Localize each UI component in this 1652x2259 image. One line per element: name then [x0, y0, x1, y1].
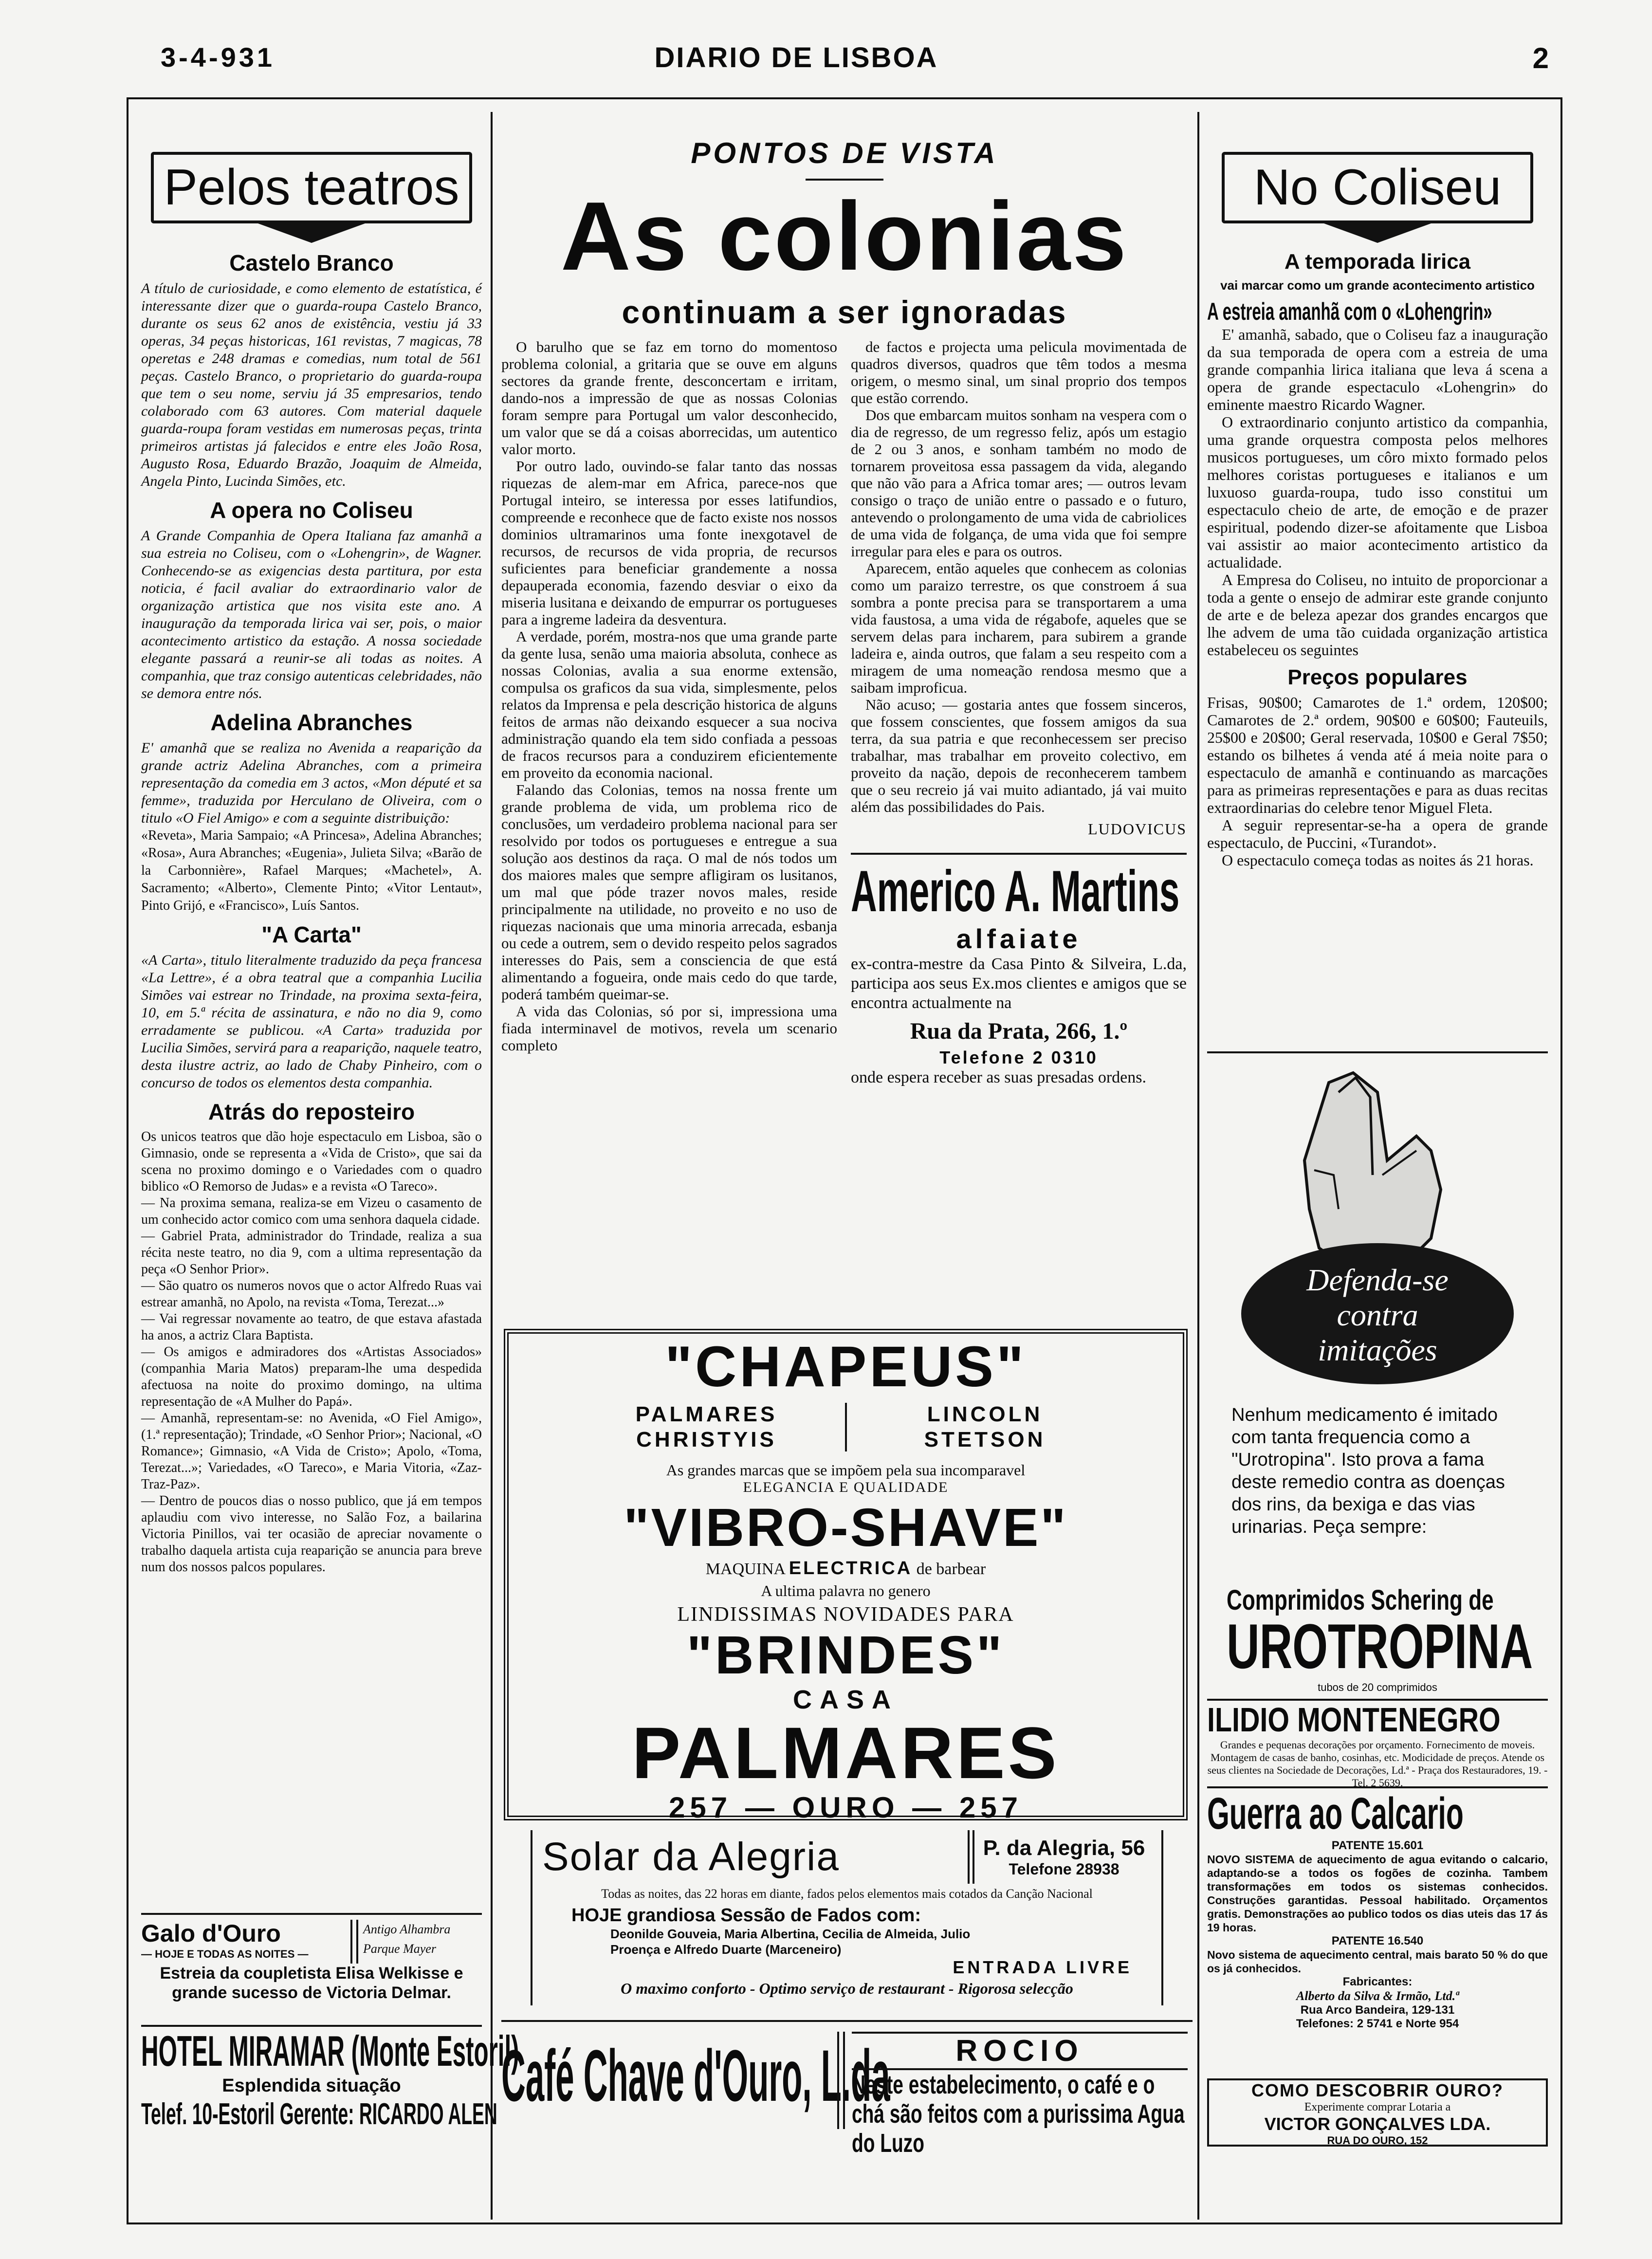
vibro-line-pre: MAQUINA [705, 1560, 785, 1578]
martins-phone: Telefone 2 0310 [939, 1047, 1098, 1067]
brindes-title: "BRINDES" [686, 1625, 1005, 1685]
section-heading-coliseu: No Coliseu [1222, 152, 1533, 223]
opera-title: A opera no Coliseu [210, 497, 413, 523]
lotaria-seller: VICTOR GONÇALVES LDA. [1264, 2114, 1491, 2134]
article-paragraph: O barulho que se faz em torno do momentoso problema colonial, a gritaria que se ouve em alguns sectores da grande frente, desconcertam e irritam, dando-nos a impressão de que as nossas Colonias foram sempre para Portugal um valor desconhecido, um valor que se dá a coisas aborrecidas, um autentico valor morto. [501, 338, 837, 458]
urotropina-text: Nenhum medicamento é imitado com tanta frequencia como a "Urotropina". Isto prova a fama deste remedio contra as doenças dos rins, da bexiga e das vias urinarias. Peça sempre: [1231, 1405, 1505, 1537]
martins-address: Rua da Prata, 266, 1.º [910, 1018, 1128, 1044]
reposteiro-title: Atrás do reposteiro [208, 1099, 415, 1124]
solar-phone: Telefone 28938 [1009, 1860, 1120, 1878]
reposteiro-item: — Dentro de poucos dias o nosso publico, que já em tempos aplaudiu com vivo interesse, no Salão Foz, a bailarina Victoria Pinillos, vai ter ocasião de apreciar novamente o trabalho daquela artista cuja reaparição se anuncia para breve num dos nossos palcos populares. [141, 1493, 482, 1575]
solar-address: P. da Alegria, 56 [983, 1836, 1145, 1860]
calcario-text-1: NOVO SISTEMA de aquecimento de agua evitando o calcario, adaptando-se a todos os fogões de cozinha. Tambem transformações em todos os sistemas conhecidos. Construções garantidas. Pessoal habilitado. Orçamentos gratis. Demonstrações ao publico todos os dias uteis das 17 ás 19 horas. [1207, 1853, 1548, 1934]
coliseu-paragraph: A Empresa do Coliseu, no intuito de proporcionar a toda a gente o ensejo de admirar este grande conjunto de arte e de beleza apezar dos grandes encargos que lhe advem de uma tão cuidada organização artistica estabeleceu os seguintes [1207, 571, 1548, 659]
lotaria-ad [1207, 2078, 1548, 2147]
coliseu-paragraph: E' amanhã, sabado, que o Coliseu faz a inauguração da sua temporada de opera com a estreia de uma grande companhia lirica italiana que leva á scena a opera de grande espectaculo «Lohengrin» do eminente maestro Ricardo Wagner. [1207, 326, 1548, 413]
newspaper-header [0, 41, 1593, 80]
urotropina-slogan-2: contra [1337, 1298, 1418, 1332]
urotropina-ad [1207, 1051, 1548, 1694]
carta-title: "A Carta" [261, 922, 362, 947]
chapeus-title: "CHAPEUS" [665, 1335, 1027, 1399]
solar-name: Solar da Alegria [542, 1835, 840, 1879]
calcario-phones: Telefones: 2 5741 e Norte 954 [1296, 2017, 1459, 2030]
urotropina-slogan-3: imitações [1318, 1333, 1437, 1367]
lotaria-question: COMO DESCOBRIR OURO? [1251, 2080, 1504, 2100]
kicker: PONTOS DE VISTA [691, 137, 998, 169]
brand-christys: CHRISTYIS [636, 1428, 777, 1451]
start-time-text: O espectaculo começa todas as noites ás 21 horas. [1222, 851, 1534, 869]
adelina-title: Adelina Abranches [210, 710, 413, 735]
brands-divider [845, 1403, 847, 1451]
carta-text: «A Carta», titulo literalmente traduzido da peça francesa «La Lettre», é a obra teatral que a companhia Lucilia Simões vai estrear no Trindade, na proxima sexta-feira, 10, em 5.ª récita de assinatura, e não no dia 9, como erradamente se publicou. «A Carta» traduzida por Lucilia Simões, servirá para a reaparição, naquele teatro, desta ilustre actriz, ao lado de Chaby Pinheiro, com o concurso de todos os elementos desta companhia. [141, 952, 482, 1091]
page-number: 2 [1532, 42, 1549, 74]
galo-ouro-ad [141, 1913, 482, 2020]
cafe-place: ROCIO [852, 2032, 1188, 2070]
vibro-shave-title: "VIBRO-SHAVE" [624, 1498, 1068, 1558]
article-paragraph: A vida das Colonias, só por si, impressiona uma fiada interminavel de motivos, revela um scenario completo [501, 1003, 837, 1054]
ilidio-text: Grandes e pequenas decorações por orçamento. Fornecimento de moveis. Montagem de casas de banho, cosinhas, etc. Modicidade de preços. Atende os seus clientes na Sociedade de Decorações, Ld.ª - Praça dos Restauradores, 19. - Tel. 2 5639. [1207, 1739, 1548, 1789]
solar-artists: Deonilde Gouveia, Maria Albertina, Cecilia de Almeida, Julio Proença e Alfredo Duarte (Marceneiro) [610, 1927, 971, 1957]
reposteiro-item: — Na proxima semana, realiza-se em Vizeu o casamento de um conhecido actor comico com uma senhora daquela cidade. [141, 1195, 482, 1227]
opera-text: A Grande Companhia de Opera Italiana faz amanhã a sua estreia no Coliseu, com o «Lohengrin», de Wagner. Conhecendo-se as exigencias desta partitura, por esta noticia, é facil avaliar do extraordinario valor de organização artistica que nos visita este ano. A inauguração da temporada lirica vai ser, pois, o maior acontecimento artistico da estação. A nossa sociedade elegante passará a reunir-se ali todas as noites. A companhia, que traz consigo autenticas celebridades, não se demora entre nós. [141, 528, 482, 701]
article-paragraph: Por outro lado, ouvindo-se falar tanto das nossas riquezas de alem-mar em Africa, parece-nos que Portugal inteiro, se interessa por esses latifundios, compreende e reconhece que de facto existe nos nossos dominios ultramarinos uma fonte inexgotavel de recursos, de recursos de vida propria, de recursos suficientes para beneficiar grandemente a nossa depauperada economia, fazendo desviar o eixo da miseria lusitana e deixando de empurrar os portugueses para a ingreme ladeira da desventura. [501, 458, 837, 628]
hotel-miramar-ad [141, 2025, 519, 2142]
urotropina-product: UROTROPINA [1227, 1611, 1533, 1682]
calcario-text-2: Novo sistema de aquecimento central, mais barato 50 % do que os já conhecidos. [1207, 1948, 1548, 1975]
article-paragraph: de factos e projecta uma pelicula movimentada de quadros diversos, quadros que têm todos a mesma origem, o mesmo sinal, um sinal proprio dos tempos que estão correndo. [851, 338, 1187, 406]
headline: As colonias [560, 182, 1129, 291]
article-column-1 [501, 338, 837, 1087]
article-paragraph: Não acuso; — gostaria antes que fossem sinceros, que fossem conscientes, que fossem amigos da sua terra, da sua patria e que reconhecessem ser preciso trabalhar, mas trabalhar em proveito colectivo, em proveito da nação, depois de reconhecerem tambem que o seu recreio já vai muito adiantado, já vai muito além das possibilidades do Pais. [851, 696, 1187, 815]
galo-text: Estreia da coupletista Elisa Welkisse e grande sucesso de Victoria Delmar. [160, 1964, 463, 2002]
article-column-2 [851, 338, 1187, 1087]
heading-ornament [258, 223, 365, 243]
martins-ad [851, 853, 1187, 1087]
reposteiro-item: Os unicos teatros que dão hoje espectaculo em Lisboa, são o Gimnasio, onde se representa a «Vida de Cristo», que sai da scena no proximo domingo e o Variedades com o quadro biblico «O Remorso de Judas» e a revista «O Tareco». [141, 1129, 482, 1194]
chapeus-line-1: As grandes marcas que se impõem pela sua incomparavel [666, 1461, 1026, 1479]
cafe-name: Café Chave d'Ouro, L.da [501, 2035, 890, 2116]
chapeus-line-2: ELEGANCIA E QUALIDADE [743, 1479, 949, 1495]
chapeus-slogan: A ultima palavra no genero [761, 1582, 931, 1599]
castelo-text: A título de curiosidade, e como elemento de estatística, é interessante dizer que o guarda-roupa Castelo Branco, durante os seus 62 anos de existência, vestiu já 33 operas, 34 peças historicas, 161 revistas, 7 magicas, 78 operetas e 248 dramas e comedias, num total de 561 peças. Castelo Branco, o proprietario do guarda-roupa que tem o seu nome, serviu já 35 empresarios, tendo colaborado com 63 autores. Com material daquele guarda-roupa foram vestidas em numerosas peças, trinta primeiros artistas já falecidos e entre eles João Rosa, Augusto Rosa, Eduardo Brazão, Joaquim de Almeida, Angela Pinto, Lucinda Simões, etc. [141, 280, 482, 489]
chapeus-novelties: LINDISSIMAS NOVIDADES PARA [677, 1603, 1014, 1626]
brand-palmares: PALMARES [635, 1402, 778, 1426]
adelina-text: E' amanhã que se realiza no Avenida a reaparição da grande actriz Adelina Abranches, com a primeira representação da comedia em 3 actos, «Mon député et sa femme», traduzida por Herculano de Oliveira, com o titulo «O Fiel Amigo» e com a seguinte distribuição: [141, 740, 482, 826]
reposteiro-item: — Gabriel Prata, administrador do Trindade, realiza a sua récita neste teatro, no dia 9, com a ultima representação da peça «O Senhor Prior». [141, 1229, 482, 1277]
martins-text: ex-contra-mestre da Casa Pinto & Silveira, L.da, participa aos seus Ex.mos clientes e amigos que se encontra actualmente na [851, 955, 1187, 1012]
article-paragraph: A verdade, porém, mostra-nos que uma grande parte da gente lusa, senão uma maioria absoluta, conhece as nossas Colonias, avalia a sua enorme extensão, compulsa os graficos da sua vida, simplesmente, pelos relatos da Imprensa e pela descrição historica de alguns feitos de armas não deixando esquecer a sua nociva administração quando ela tem sido confiada a pessoas de fracos recursos para a conduzirem eficientemente em proveito da economia nacional. [501, 628, 837, 781]
middle-column [501, 136, 1188, 1339]
galo-hours: — HOJE E TODAS AS NOITES — [141, 1948, 309, 1960]
coliseu-paragraph: O extraordinario conjunto artistico da companhia, uma grande orquestra composta pelos melhores musicos portugueses, um côro mixto formado pelos melhores coristas portugueses e italianos e um luxuoso guarda-roupa, tudo isso constitui um espectaculo cheio de arte, de emoção e de prazer espiritual, podendo dizer-se afoitamente que Lisboa vai assistir ao maior acontecimento artistico da actualidade. [1207, 413, 1548, 571]
reposteiro-item: — Os amigos e admiradores dos «Artistas Associados» (companhia Maria Matos) preparam-lhe uma despedida afectuosa na noite do proximo domingo, na ultima representação de «A Mulher do Papá». [141, 1344, 482, 1409]
martins-name: Americo A. Martins [851, 859, 1180, 924]
section-heading-theatres: Pelos teatros [151, 152, 472, 223]
solar-line-2: HOJE grandiosa Sessão de Fados com: [571, 1905, 921, 1926]
chapeus-palmares-ad [504, 1329, 1188, 1824]
precos-title: Preços populares [1287, 665, 1468, 689]
article-paragraph: Aparecem, então aqueles que conhecem as colonias como um paraizo terrestre, os que constroem á sua sombra a ponte precisa para se transportarem a uma vida faustosa, a uma vida de régabofe, aqueles que se servem delas para incharem, para subirem a grande ladeira e, ainda outros, que falam a seu respeito com a miragem de uma nomeação rendosa mesmo que a saibam improficua. [851, 560, 1187, 696]
vibro-line-post: de barbear [916, 1560, 986, 1578]
solar-line-1: Todas as noites, das 22 horas em diante, fados pelos elementos mais cotados da Canção Nacional [601, 1887, 1093, 1901]
adelina-cast: «Reveta», Maria Sampaio; «A Princesa», Adelina Abranches; «Rosa», Aura Abranches; «Eugenia», Julieta Silva; «Barão de la Carbonnière», Rafael Marques; «Machetel», A. Sacramento; «Alberto», Clemente Pinto; «Vitor Lentaut», Pinto Grijó, e «Francisco», Luís Santos. [141, 828, 482, 913]
urotropina-product-line: Comprimidos Schering de [1227, 1584, 1494, 1616]
calcario-address: Rua Arco Bandeira, 129-131 [1300, 2003, 1455, 2017]
ilidio-montenegro-ad [1207, 1699, 1548, 1789]
brand-lincoln: LINCOLN [927, 1402, 1043, 1426]
article-paragraph: Falando das Colonias, temos na nossa frente um grande problema de vida, um problema rico de conclusões, um verdadeiro problema nacional para ser resolvido por todos os portugueses e entregue a sua solução aos destinos da raça. O mal de nós todos um dos maiores males que sempre afligiram os lusitanos, um mal que póde trazer novos males, reside principalmente na utilidade, no proveito e no uso de riquezas nacionais que uma minoria arrecada, esbanja ou cede a outrem, sem o devido respeito pelos sagrados interesses do Pais, sem a consciencia de que está alimentando a fogueira, onde mais cedo do que tarde, poderá também queimar-se. [501, 781, 837, 1003]
left-column [141, 146, 482, 2220]
reposteiro-item: — Vai regressar novamente ao teatro, de que estava afastada ha anos, a actriz Clara Baptista. [141, 1311, 482, 1343]
lotaria-address: RUA DO OURO, 152 [1327, 2134, 1428, 2147]
estreia-title: A estreia amanhã com o «Lohengrin» [1207, 298, 1492, 325]
calcario-fabricante: Alberto da Silva & Irmão, Ltd.ª [1296, 1989, 1459, 2003]
ilidio-name: ILIDIO MONTENEGRO [1207, 1701, 1501, 1739]
galo-side-1: Antigo Alhambra [363, 1922, 451, 1936]
castelo-title: Castelo Branco [229, 250, 394, 275]
calcario-fabricantes-label: Fabricantes: [1342, 1975, 1413, 1988]
article-paragraph: Dos que embarcam muitos sonham na vespera com o dia de regresso, de um regresso feliz, após um estagio de 2 ou 3 anos, e sonham também no modo de tornarem proveitosa essa passagem da vida, alegando que não vão para a Africa tomar ares; — outros levam consigo o traço de união entre o passado e o futuro, antevendo o prolongamento de uma vida de cabriolices de uma vida de folgança, de uma vida que foi sempre irregular para eles e para os outros. [851, 406, 1187, 560]
vibro-line-mid: ELECTRICA [789, 1558, 913, 1579]
calcario-patente-2: PATENTE 16.540 [1331, 1934, 1424, 1947]
column-rule-left [491, 112, 493, 2220]
author-signature: LUDOVICUS [1088, 820, 1187, 838]
palmares-address: 257 — OURO — 257 [669, 1791, 1023, 1824]
heading-ornament [1324, 223, 1431, 243]
urotropina-package: tubos de 20 comprimidos [1318, 1681, 1437, 1693]
miramar-line: Esplendida situação [222, 2075, 401, 2096]
column-rule-right [1197, 112, 1199, 2220]
galo-side-2: Parque Mayer [363, 1942, 436, 1956]
casa-label: CASA [792, 1685, 899, 1714]
reposteiro-item: — Amanhã, representam-se: no Avenida, «O Fiel Amigo», (1.ª representação); Trindade, «O Senhor Prior»; Nacional, «O Romance»; Gimnasio, «A Vida de Cristo»; Apolo, «Toma, Terezat...»; Variedades, «O Tareco», e Maria Vitoria, «Zaz-Traz-Paz». [141, 1411, 482, 1492]
cafe-chave-ouro-ad [501, 2020, 1193, 2158]
reposteiro-item: — São quatro os numeros novos que o actor Alfredo Ruas vai estrear amanhã, no Apolo, na revista «Toma, Terezat...» [141, 1278, 482, 1310]
palmares-title: PALMARES [632, 1712, 1060, 1794]
slogan-oval [1241, 1243, 1514, 1384]
calcario-ad [1207, 1786, 1548, 2074]
cafe-divider [837, 2032, 845, 2129]
solar-divider [968, 1830, 974, 1884]
galo-name: Galo d'Ouro [141, 1920, 281, 1947]
after-precos-text: A seguir representar-se-ha a opera de grande espectaculo, de Puccini, «Turandot». [1207, 816, 1548, 851]
urotropina-slogan-1: Defenda-se [1306, 1263, 1449, 1297]
reposteiro-list [141, 1129, 482, 1576]
calcario-patente-1: PATENTE 15.601 [1331, 1839, 1424, 1852]
issue-date: 3-4-931 [161, 42, 275, 73]
galo-divider [350, 1920, 358, 1964]
martins-trade: alfaiate [956, 923, 1082, 954]
solar-entry: ENTRADA LIVRE [953, 1957, 1132, 1977]
calcario-name: Guerra ao Calcario [1207, 1789, 1464, 1838]
temporada-title: A temporada lirica [1284, 250, 1471, 274]
lotaria-line: Experimente comprar Lotaria a [1304, 2101, 1451, 2113]
subhead: continuam a ser ignoradas [622, 294, 1067, 330]
newspaper-title: DIARIO DE LISBOA [654, 42, 938, 73]
right-column [1207, 146, 1548, 1047]
precos-text: Frisas, 90$00; Camarotes de 1.ª ordem, 120$00; Camarotes de 2.ª ordem, 90$00 e 60$00; Fauteuils, 25$00 e 20$00; Geral reservada, 10$00 e Geral 7$50; estando os bilhetes á venda até á meia noite para o espectaculo de amanhã e continuando as marcações para as primeiras representações e para as duas recitas extraordinarias do celebre tenor Miguel Fleta. [1207, 694, 1548, 816]
miramar-name: HOTEL MIRAMAR (Monte Estoril) [141, 2027, 519, 2075]
solar-alegria-ad [531, 1830, 1163, 2005]
temporada-sub: vai marcar como um grande acontecimento artistico [1220, 278, 1535, 293]
cafe-text: Neste estabelecimento, o café e o chá são feitos com a purissima Agua do Luzo [852, 2070, 1185, 2158]
martins-closing: onde espera receber as suas presadas ordens. [851, 1068, 1147, 1086]
miramar-contact: Telef. 10-Estoril Gerente: RICARDO ALEN [141, 2097, 497, 2131]
brand-stetson: STETSON [924, 1428, 1046, 1451]
solar-footer: O maximo conforto - Optimo serviço de restaurant - Rigorosa selecção [621, 1980, 1073, 1997]
